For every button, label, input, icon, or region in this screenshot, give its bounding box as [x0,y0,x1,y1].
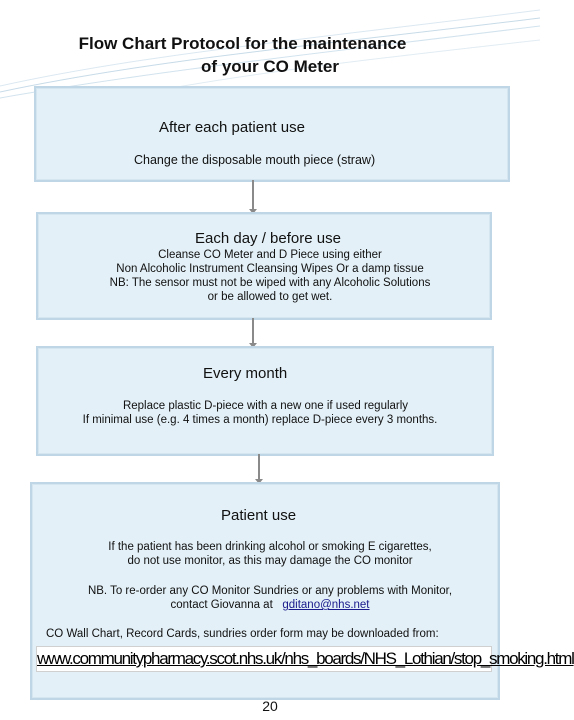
flow-connector [252,318,254,344]
title-line-1: Flow Chart Protocol for the maintenance [78,34,407,53]
download-url-link[interactable]: www.communitypharmacy.scot.nhs.uk/nhs_boards/NHS_Lothian/stop_smoking.html [36,646,492,672]
flow-connector [252,180,254,210]
title-line-2: of your CO Meter [201,57,339,76]
step-heading-patient-use: Patient use [221,507,297,524]
step-heading-each-day: Each day / before use [195,230,341,247]
step-heading-every-month: Every month [203,365,288,382]
email-link[interactable]: gditano@nhs.net [282,599,370,611]
flow-connector [258,454,260,480]
step-text-after-each-use: Change the disposable mouth piece (straw) [134,153,376,167]
step-heading-after-each-use: After each patient use [159,119,305,136]
page-number: 20 [262,698,278,714]
step-text-every-month: Replace plastic D-piece with a new one if used regularly If minimal use (e.g. 4 times a month) replace D-piece every 3 months. [82,400,438,426]
step-text-patient-use: If the patient has been drinking alcohol or smoking E cigarettes, do not use monitor, as this may damage the CO monitor [108,541,432,567]
download-text: CO Wall Chart, Record Cards, sundries order form may be downloaded from: [46,628,439,640]
step-text-each-day: Cleanse CO Meter and D Piece using either Non Alcoholic Instrument Cleansing Wipes Or a damp tissue NB: The sensor must not be wiped with any Alcoholic Solutions or be allowed to get wet. [109,249,431,303]
page-title [0,32,540,78]
reorder-text: NB. To re-order any CO Monitor Sundries or any problems with Monitor, contact Giovanna at gditano@nhs.net [87,585,453,611]
